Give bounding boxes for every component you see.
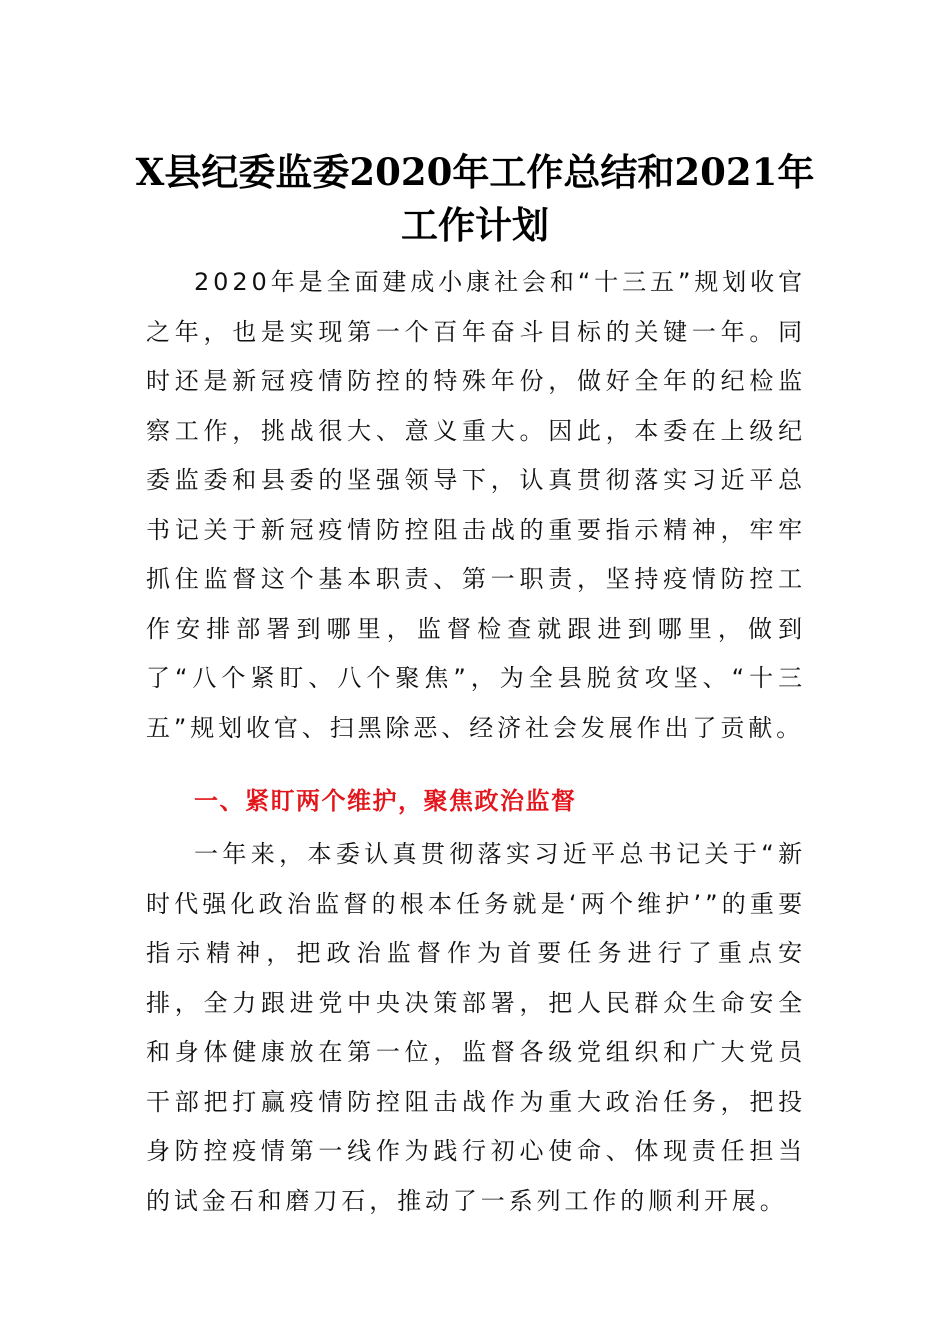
document-title: X县纪委监委2020年工作总结和2021年工作计划 (135, 150, 815, 247)
body-paragraph-intro: 2020年是全面建成小康社会和“十三五”规划收官之年，也是实现第一个百年奋斗目标的关键一年。同时还是新冠疫情防控的特殊年份，做好全年的纪检监察工作，挑战很大、意义重大。因此，本委在上级纪委监委和县委的坚强领导下，认真贯彻落实习近平总书记关于新冠疫情防控阻击战的重要指示精神，牢牢抓住监督这个基本职责、第一职责，坚持疫情防控工作安排部署到哪里，监督检查就跟进到哪里，做到了“八个紧盯、八个聚焦”，为全县脱贫攻坚、“十三五”规划收官、扫黑除恶、经济社会发展作出了贡献。 (146, 268, 806, 742)
section-heading-1: 一、紧盯两个维护，聚焦政治监督 (194, 787, 577, 815)
body-paragraph-section-1: 一年来，本委认真贯彻落实习近平总书记关于“新时代强化政治监督的根本任务就是‘两个维护’”的重要指示精神，把政治监督作为首要任务进行了重点安排，全力跟进党中央决策部署，把人民群众生命安全和身体健康放在第一位，监督各级党组织和广大党员干部把打赢疫情防控阻击战作为重大政治任务，把投身防控疫情第一线作为践行初心使命、体现责任担当的试金石和磨刀石，推动了一系列工作的顺利开展。 (146, 840, 806, 1215)
